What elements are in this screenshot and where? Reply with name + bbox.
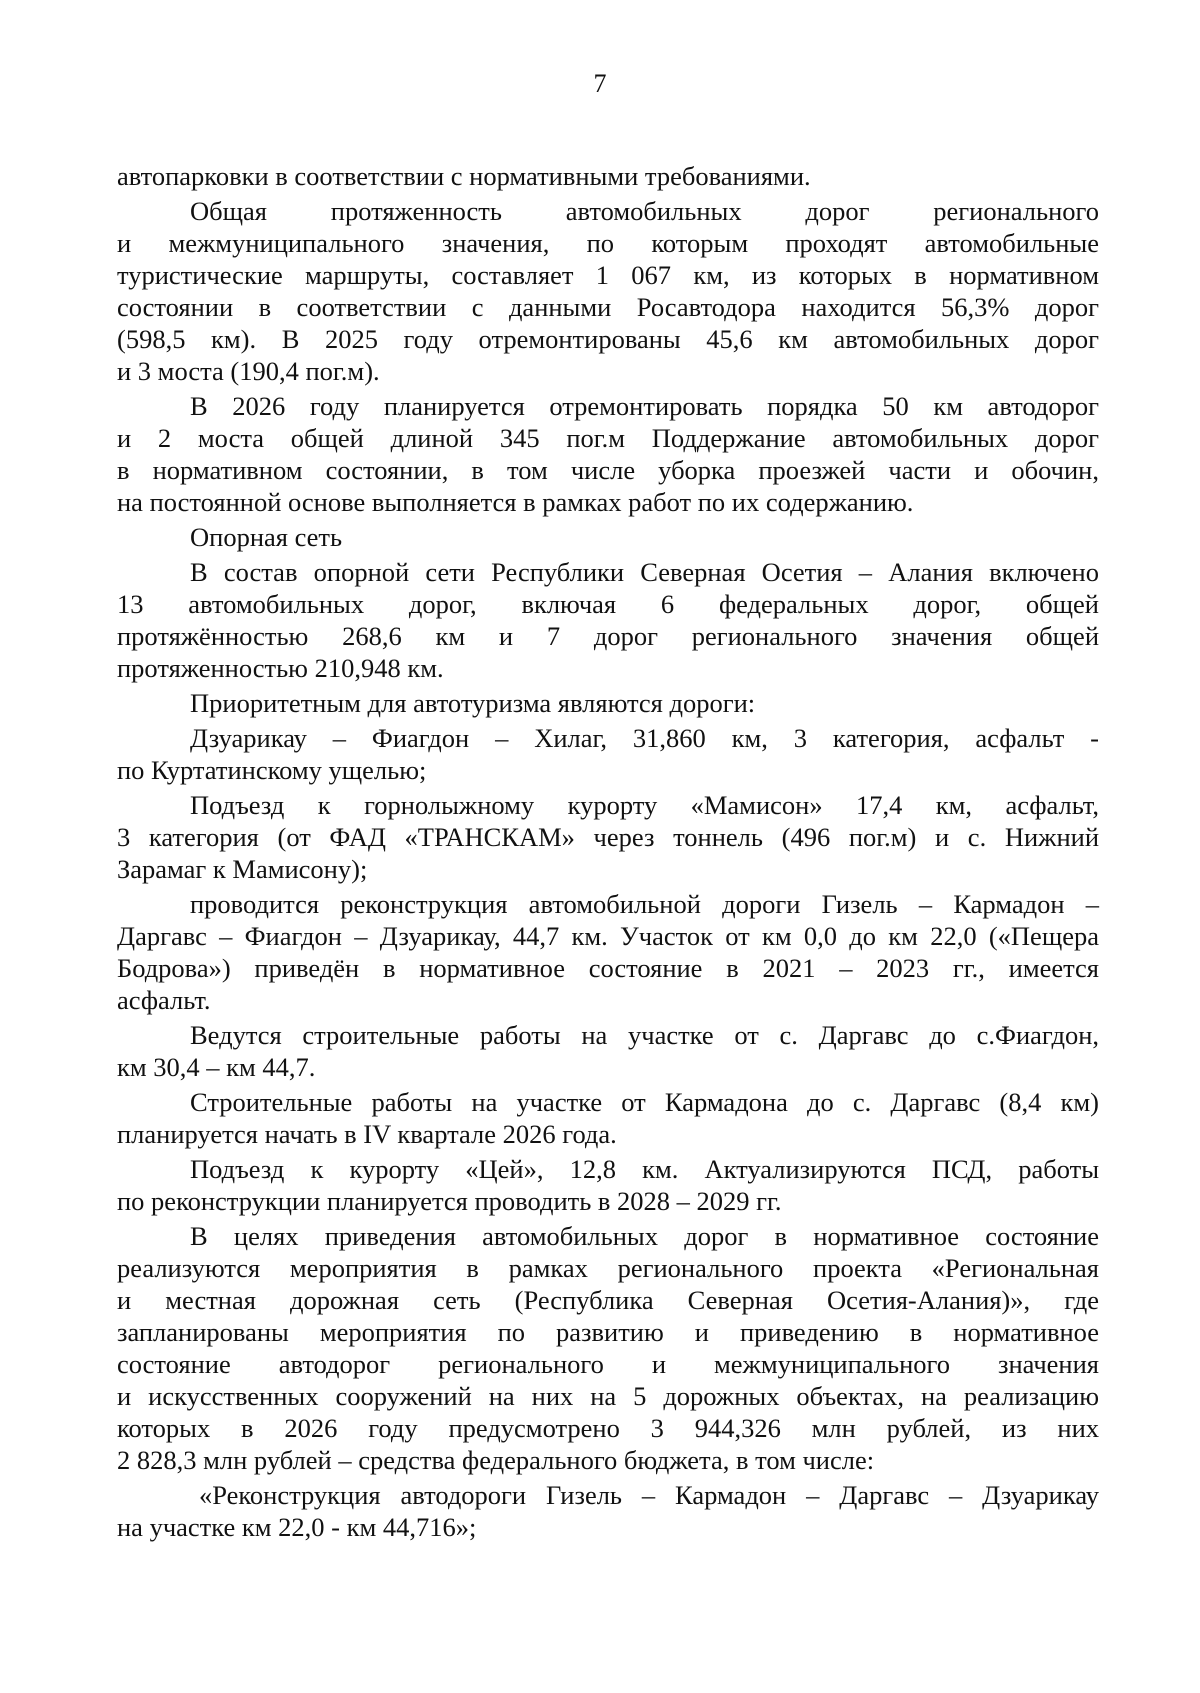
text-line: которых в 2026 году предусмотрено 3 944,326 млн рублей, из них [117,1413,1099,1443]
document-body [117,160,1099,1546]
text-line: протяжённостью 268,6 км и 7 дорог регионального значения общей [117,621,1099,651]
text-line: по реконструкции планируется проводить в 2028 – 2029 гг. [117,1186,782,1216]
paragraph [117,1153,1099,1217]
text-line: 13 автомобильных дорог, включая 6 федеральных дорог, общей [117,589,1099,619]
text-line: реализуются мероприятия в рамках регионального проекта «Региональная [117,1253,1099,1283]
text-line: Зарамаг к Мамисону); [117,854,368,884]
text-line: Подъезд к горнолыжному курорту «Мамисон» 17,4 км, асфальт, [190,790,1099,820]
text-line: (598,5 км). В 2025 году отремонтированы 45,6 км автомобильных дорог [117,324,1099,354]
paragraph [117,1019,1099,1083]
text-line: и искусственных сооружений на них на 5 дорожных объектах, на реализацию [117,1381,1099,1411]
text-line: состоянии в соответствии с данными Росавтодора находится 56,3% дорог [117,292,1099,322]
text-line: 2 828,3 млн рублей – средства федерального бюджета, в том числе: [117,1445,875,1475]
text-line: Опорная сеть [190,522,343,552]
text-line: и 2 моста общей длиной 345 пог.м Поддержание автомобильных дорог [117,423,1099,453]
paragraph [117,521,1099,553]
text-line: планируется начать в IV квартале 2026 года. [117,1119,617,1149]
page-number: 7 [593,69,607,98]
text-line: «Реконструкция автодороги Гизель – Кармадон – Даргавс – Дзуарикау [199,1480,1099,1510]
text-line: асфальт. [117,985,211,1015]
text-line: и местная дорожная сеть (Республика Северная Осетия-Алания)», где [117,1285,1099,1315]
paragraph [117,390,1099,518]
text-line: км 30,4 – км 44,7. [117,1052,316,1082]
paragraph [117,1086,1099,1150]
text-line: Дзуарикау – Фиагдон – Хилаг, 31,860 км, 3 категория, асфальт - [190,723,1099,753]
paragraph [117,687,1099,719]
text-line: по Куртатинскому ущелью; [117,755,427,785]
text-line: 3 категория (от ФАД «ТРАНСКАМ» через тоннель (496 пог.м) и с. Нижний [117,822,1099,852]
paragraph [117,195,1099,387]
text-line: автопарковки в соответствии с нормативными требованиями. [117,161,811,191]
text-line: В целях приведения автомобильных дорог в нормативное состояние [190,1221,1099,1251]
paragraph [117,1479,1099,1543]
text-line: и межмуниципального значения, по которым проходят автомобильные [117,228,1099,258]
text-line: Общая протяженность автомобильных дорог регионального [190,196,1099,226]
text-line: Даргавс – Фиагдон – Дзуарикау, 44,7 км. Участок от км 0,0 до км 22,0 («Пещера [117,921,1099,951]
paragraph [117,789,1099,885]
paragraph [117,556,1099,684]
text-line: и 3 моста (190,4 пог.м). [117,356,380,386]
text-line: Строительные работы на участке от Кармадона до с. Даргавс (8,4 км) [190,1087,1099,1117]
text-line: Ведутся строительные работы на участке от с. Даргавс до с.Фиагдон, [190,1020,1099,1050]
paragraph [117,1220,1099,1476]
text-line: проводится реконструкция автомобильной дороги Гизель – Кармадон – [190,889,1099,919]
text-line: Бодрова») приведён в нормативное состояние в 2021 – 2023 гг., имеется [117,953,1099,983]
text-line: на участке км 22,0 - км 44,716»; [117,1512,477,1542]
text-line: состояние автодорог регионального и межмуниципального значения [117,1349,1099,1379]
text-line: туристические маршруты, составляет 1 067 км, из которых в нормативном [117,260,1099,290]
text-line: в нормативном состоянии, в том числе уборка проезжей части и обочин, [117,455,1099,485]
text-line: на постоянной основе выполняется в рамках работ по их содержанию. [117,487,914,517]
paragraph [117,888,1099,1016]
paragraph [117,160,1099,192]
text-line: В 2026 году планируется отремонтировать порядка 50 км автодорог [190,391,1099,421]
text-line: Приоритетным для автотуризма являются дороги: [190,688,756,718]
text-line: В состав опорной сети Республики Северная Осетия – Алания включено [190,557,1099,587]
text-line: протяженностью 210,948 км. [117,653,444,683]
text-line: Подъезд к курорту «Цей», 12,8 км. Актуализируются ПСД, работы [190,1154,1099,1184]
text-line: запланированы мероприятия по развитию и приведению в нормативное [117,1317,1099,1347]
paragraph [117,722,1099,786]
